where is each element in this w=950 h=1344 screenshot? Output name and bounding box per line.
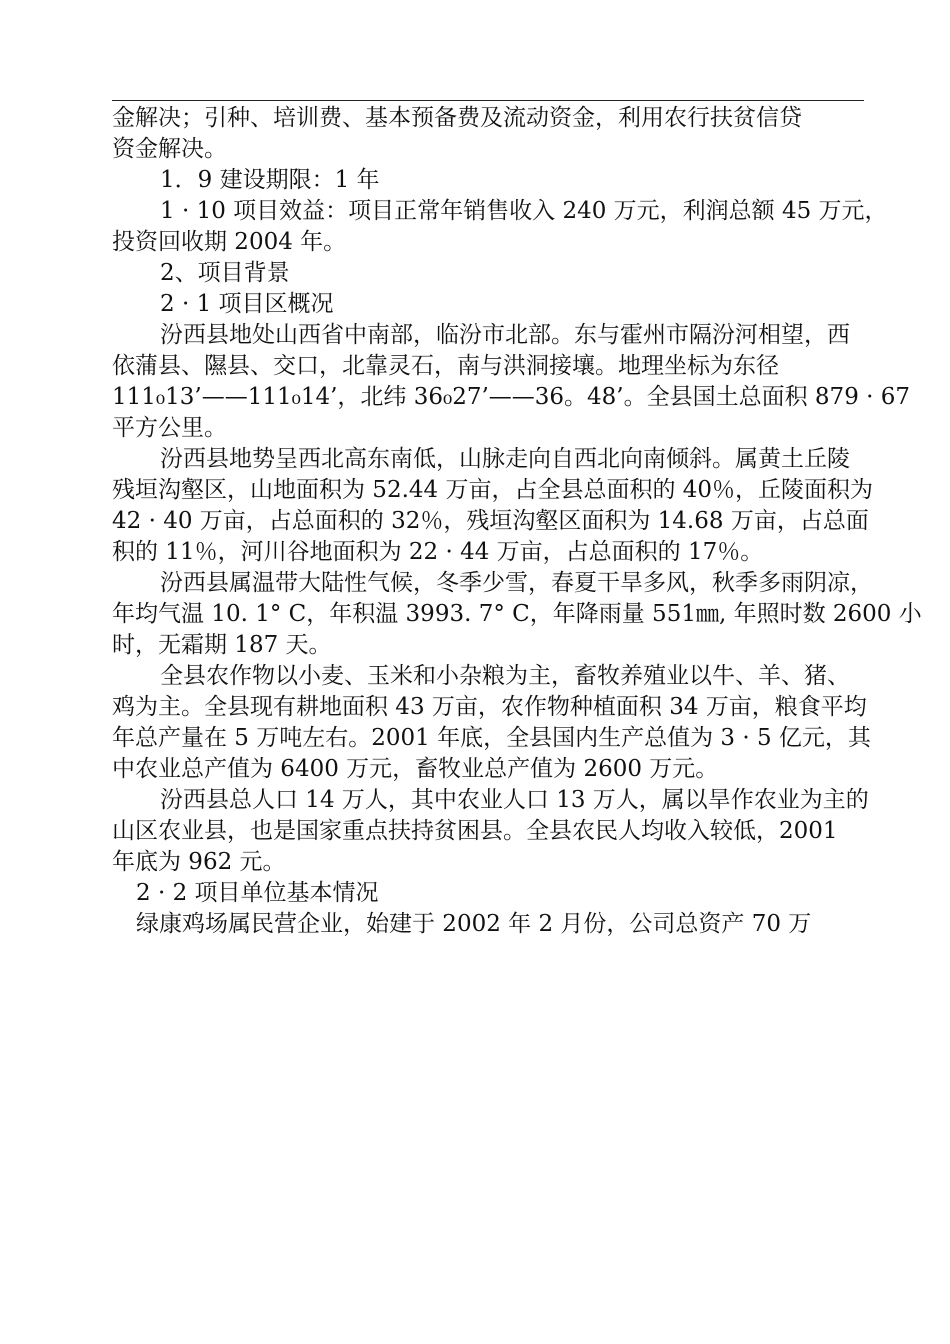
text-line: 年总产量在 5 万吨左右。2001 年底，全县国内生产总值为 3 · 5 亿元，其	[112, 725, 871, 751]
paragraph-company: 绿康鸡场属民营企业，始建于 2002 年 2 月份，公司总资产 70 万	[136, 911, 812, 937]
text-line: 山区农业县，也是国家重点扶持贫困县。全县农民人均收入较低，2001	[112, 818, 838, 844]
text-line: 全县农作物以小麦、玉米和小杂粮为主，畜牧养殖业以牛、羊、猪、	[160, 663, 850, 689]
document-body	[112, 103, 922, 940]
section-1-10-project-benefit	[112, 196, 888, 258]
paragraph-terrain	[112, 444, 872, 568]
text-line: 111₀13’——111₀14’，北纬 36₀27’——36。48’。全县国土总面积 879 · 67	[112, 384, 911, 410]
text-line: 中农业总产值为 6400 万元，畜牧业总产值为 2600 万元。	[112, 756, 719, 782]
header-rule	[112, 100, 864, 101]
text-line: 投资回收期 2004 年。	[112, 229, 347, 255]
text-line: 汾西县属温带大陆性气候，冬季少雪，春夏干旱多风，秋季多雨阴凉，	[160, 570, 873, 596]
text-line: 积的 11％，河川谷地面积为 22 · 44 万亩，占总面积的 17％。	[112, 539, 764, 565]
text-line: 1 · 10 项目效益：项目正常年销售收入 240 万元，利润总额 45 万元，	[160, 198, 888, 224]
text-line: 汾西县地势呈西北高东南低，山脉走向自西北向南倾斜。属黄土丘陵	[160, 446, 850, 472]
section-2-heading: 2、项目背景	[160, 260, 290, 286]
text-line: 42 · 40 万亩，占总面积的 32％，残垣沟壑区面积为 14.68 万亩，占总面	[112, 508, 869, 534]
text-line: 年均气温 10. 1° C，年积温 3993. 7° C，年降雨量 551㎜, 年照时数 2600 小	[112, 601, 922, 627]
paragraph-climate	[112, 568, 922, 661]
text-line: 残垣沟壑区，山地面积为 52.44 万亩，占全县总面积的 40％，丘陵面积为	[112, 477, 874, 503]
paragraph-location	[112, 320, 911, 444]
paragraph-population	[112, 785, 872, 878]
text-line: 鸡为主。全县现有耕地面积 43 万亩，农作物种植面积 34 万亩，粮食平均	[112, 694, 867, 720]
section-1-9-construction-period: 1．9 建设期限：1 年	[160, 167, 380, 193]
text-line: 平方公里。	[112, 415, 227, 441]
text-line: 汾西县地处山西省中南部，临汾市北部。东与霍州市隔汾河相望，西	[160, 322, 850, 348]
text-line: 年底为 962 元。	[112, 849, 286, 875]
paragraph-agriculture	[112, 661, 872, 785]
section-2-1-heading: 2 · 1 项目区概况	[160, 291, 334, 317]
text-line: 时，无霜期 187 天。	[112, 632, 332, 658]
text-line: 汾西县总人口 14 万人，其中农业人口 13 万人，属以旱作农业为主的	[160, 787, 869, 813]
paragraph-funding-continued	[112, 103, 872, 165]
text-line: 依蒲县、隰县、交口，北靠灵石，南与洪洞接壤。地理坐标为东径	[112, 353, 779, 379]
section-2-2-heading: 2 · 2 项目单位基本情况	[136, 880, 379, 906]
text-line: 金解决；引种、培训费、基本预备费及流动资金，利用农行扶贫信贷	[112, 105, 802, 131]
text-line: 资金解决。	[112, 136, 227, 162]
